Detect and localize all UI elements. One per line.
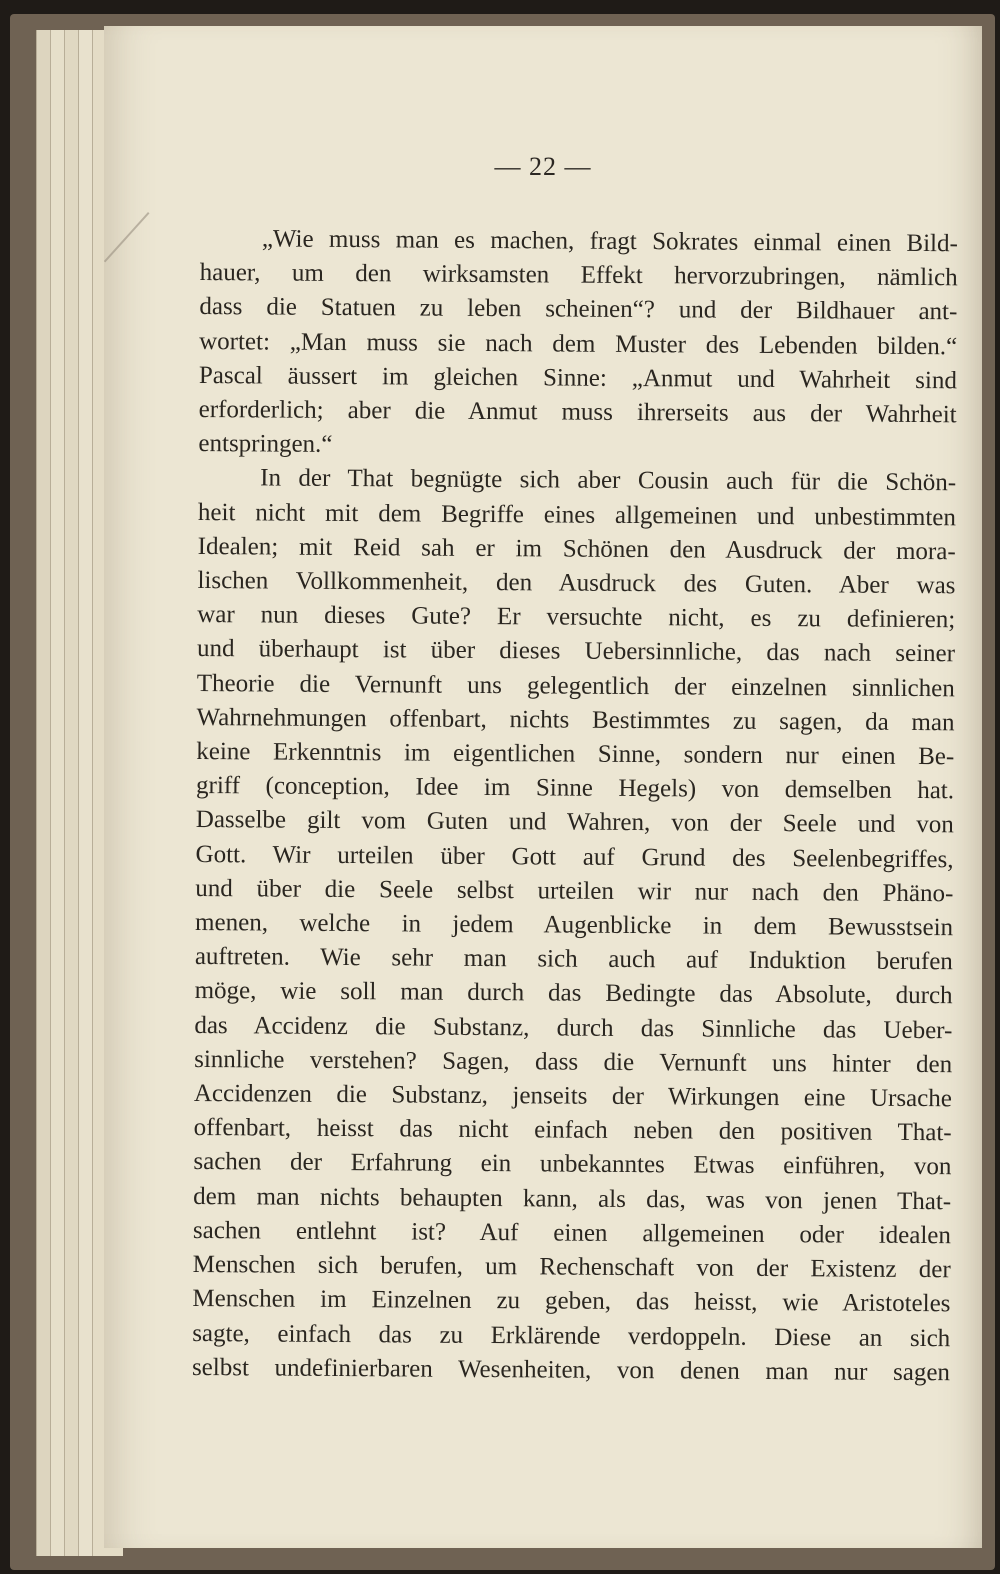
text-line: und über die Seele selbst urteilen wir nur nach den Phäno- [195, 874, 954, 908]
text-line: wortet: „Man muss sie nach dem Muster des Lebenden bilden.“ [199, 327, 958, 360]
book-page [104, 26, 982, 1548]
text-line: war nun dieses Gute? Er versuchte nicht, es zu definieren; [197, 601, 956, 634]
text-line: entspringen.“ [198, 430, 333, 459]
text-line: Gott. Wir urteilen über Gott auf Grund des Seelenbegriffes, [195, 840, 954, 873]
text-line: keine Erkenntnis im eigentlichen Sinne, sondern nur einen Be- [196, 738, 955, 771]
text-line: selbst undefinierbaren Wesenheiten, von denen man nur sagen [191, 1353, 951, 1386]
text-line: Menschen sich berufen, um Rechenschaft von der Existenz der [192, 1251, 951, 1284]
text-line: „Wie muss man es machen, fragt Sokrates einmal einen Bild- [261, 225, 958, 258]
text-line: menen, welche in jedem Augenblicke in dem Bewusstsein [195, 909, 954, 942]
body-text [192, 222, 958, 1390]
text-line: griff (conception, Idee im Sinne Hegels) von demselben hat. [195, 772, 955, 805]
text-line: lischen Vollkommenheit, den Ausdruck des Guten. Aber was [197, 567, 956, 600]
text-line: Menschen im Einzelnen zu geben, das heisst, wie Aristoteles [192, 1285, 951, 1318]
text-line: Dasselbe gilt vom Guten und Wahren, von der Seele und von [195, 806, 954, 839]
text-line: sinnliche verstehen? Sagen, dass die Vernunft uns hinter den [194, 1045, 953, 1079]
text-line: Wahrnehmungen offenbart, nichts Bestimmtes zu sagen, da man [196, 703, 955, 737]
text-line: Pascal äussert im gleichen Sinne: „Anmut und Wahrheit sind [198, 361, 958, 395]
text-line: In der That begnügte sich aber Cousin auch für die Schön- [260, 464, 957, 497]
text-line: möge, wie soll man durch das Bedingte das Absolute, durch [194, 977, 953, 1010]
text-line: sagte, einfach das zu Erklärende verdoppeln. Diese an sich [192, 1319, 951, 1352]
text-line: auftreten. Wie sehr man sich auch auf Induktion berufen [194, 943, 953, 976]
text-line: dem man nichts behaupten kann, als das, was von jenen That- [193, 1182, 952, 1215]
pencil-mark [104, 212, 149, 262]
paragraph-2 [192, 461, 956, 1390]
text-line: Idealen; mit Reid sah er im Schönen den Ausdruck der mora- [197, 532, 956, 566]
text-line: hauer, um den wirksamsten Effekt hervorzubringen, nämlich [199, 259, 958, 292]
paragraph-1 [198, 222, 958, 467]
text-line: dass die Statuen zu leben scheinen“? und der Bildhauer ant- [199, 293, 958, 326]
text-line: Accidenzen die Substanz, jenseits der Wirkungen eine Ursache [193, 1080, 952, 1113]
text-line: offenbart, heisst das nicht einfach neben den positiven That- [193, 1114, 952, 1147]
text-line: und überhaupt ist über dieses Uebersinnliche, das nach seiner [196, 635, 956, 668]
text-line: erforderlich; aber die Anmut muss ihrerseits aus der Wahrheit [198, 396, 957, 429]
text-line: das Accidenz die Substanz, durch das Sinnliche das Ueber- [194, 1011, 953, 1044]
text-line: Theorie die Vernunft uns gelegentlich der einzelnen sinnlichen [196, 669, 955, 702]
text-line: sachen entlehnt ist? Auf einen allgemeinen oder idealen [192, 1216, 952, 1250]
text-line: sachen der Erfahrung ein unbekanntes Etwas einführen, von [193, 1148, 952, 1181]
page-number: — 22 — [494, 152, 592, 181]
text-line: heit nicht mit dem Begriffe eines allgemeinen und unbestimmten [197, 498, 957, 531]
